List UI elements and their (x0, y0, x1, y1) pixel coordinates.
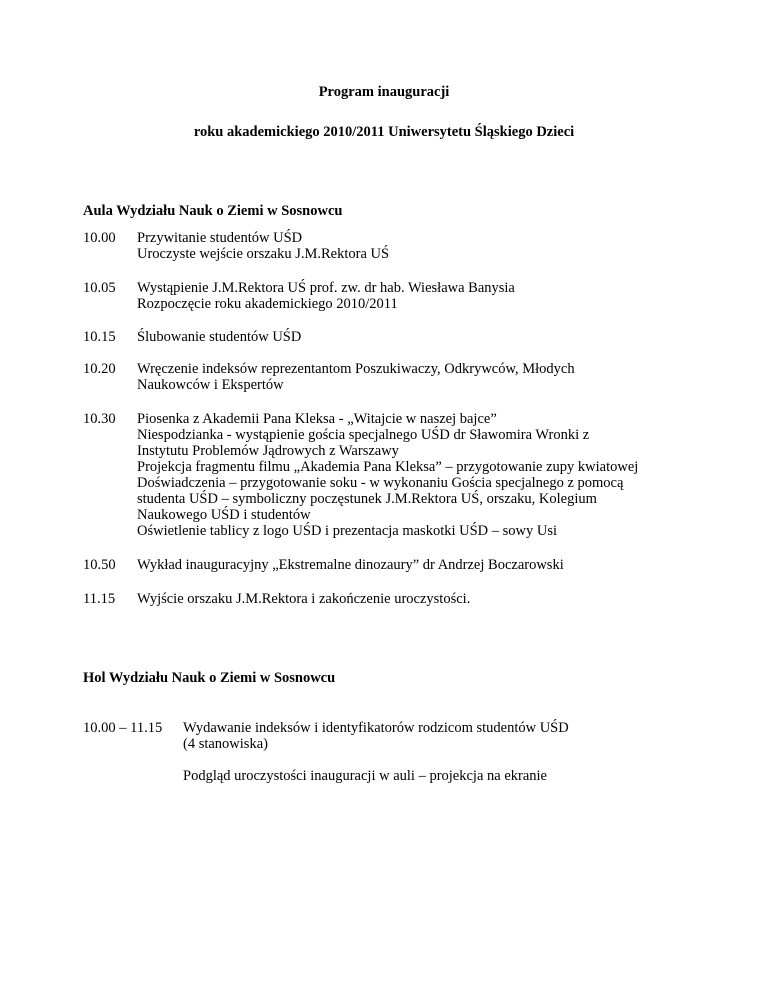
schedule-time: 10.00 (83, 230, 116, 246)
schedule-text: Projekcja fragmentu filmu „Akademia Pana Kleksa” – przygotowanie zupy kwiatowej (137, 459, 639, 475)
document-title: Program inauguracji (318, 84, 450, 100)
schedule-text: Instytutu Problemów Jądrowych z Warszawy (137, 443, 399, 459)
schedule-text: Wydawanie indeksów i identyfikatorów rodzicom studentów UŚD (183, 720, 569, 736)
schedule-time: 10.20 (83, 361, 116, 377)
schedule-text: Niespodzianka - wystąpienie gościa specjalnego UŚD dr Sławomira Wronki z (137, 427, 590, 443)
schedule-item (83, 361, 703, 393)
schedule-text: Wykład inauguracyjny „Ekstremalne dinozaury” dr Andrzej Boczarowski (137, 557, 564, 573)
schedule-text: (4 stanowiska) (183, 736, 268, 752)
schedule-text: Piosenka z Akademii Pana Kleksa - „Witajcie w naszej bajce” (137, 411, 497, 427)
section-heading-hol: Hol Wydziału Nauk o Ziemi w Sosnowcu (83, 670, 336, 686)
schedule-time: 10.30 (83, 411, 116, 427)
schedule-text: Wręczenie indeksów reprezentantom Poszukiwaczy, Odkrywców, Młodych (137, 361, 575, 377)
schedule-item (83, 230, 703, 262)
schedule-item (83, 557, 703, 573)
schedule-text: Przywitanie studentów UŚD (137, 230, 303, 246)
schedule-time: 11.15 (83, 591, 116, 607)
schedule-time: 10.05 (83, 280, 116, 296)
schedule-text: Podgląd uroczystości inauguracji w auli – projekcja na ekranie (183, 768, 547, 784)
schedule-text: Wyjście orszaku J.M.Rektora i zakończenie uroczystości. (137, 591, 471, 607)
schedule-text: Oświetlenie tablicy z logo UŚD i prezentacja maskotki UŚD – sowy Usi (137, 523, 558, 539)
schedule-item (83, 720, 703, 784)
schedule-item (83, 411, 703, 539)
schedule-text: Uroczyste wejście orszaku J.M.Rektora UŚ (137, 246, 390, 262)
schedule-item (83, 329, 703, 345)
schedule-text: Ślubowanie studentów UŚD (137, 329, 302, 345)
schedule-item (83, 280, 703, 312)
schedule-text: Naukowców i Ekspertów (137, 377, 284, 393)
schedule-time: 10.50 (83, 557, 116, 573)
document-subtitle: roku akademickiego 2010/2011 Uniwersytetu Śląskiego Dzieci (193, 124, 575, 140)
schedule-text: Rozpoczęcie roku akademickiego 2010/2011 (137, 296, 398, 312)
schedule-item (83, 591, 703, 607)
section-heading-aula: Aula Wydziału Nauk o Ziemi w Sosnowcu (83, 203, 343, 219)
schedule-time: 10.15 (83, 329, 116, 345)
schedule-text: Wystąpienie J.M.Rektora UŚ prof. zw. dr hab. Wiesława Banysia (137, 280, 515, 296)
schedule-time: 10.00 – 11.15 (83, 720, 163, 736)
schedule-text: studenta UŚD – symboliczny poczęstunek J.M.Rektora UŚ, orszaku, Kolegium (137, 491, 597, 507)
schedule-text: Naukowego UŚD i studentów (137, 507, 311, 523)
schedule-text: Doświadczenia – przygotowanie soku - w wykonaniu Gościa specjalnego z pomocą (137, 475, 624, 491)
